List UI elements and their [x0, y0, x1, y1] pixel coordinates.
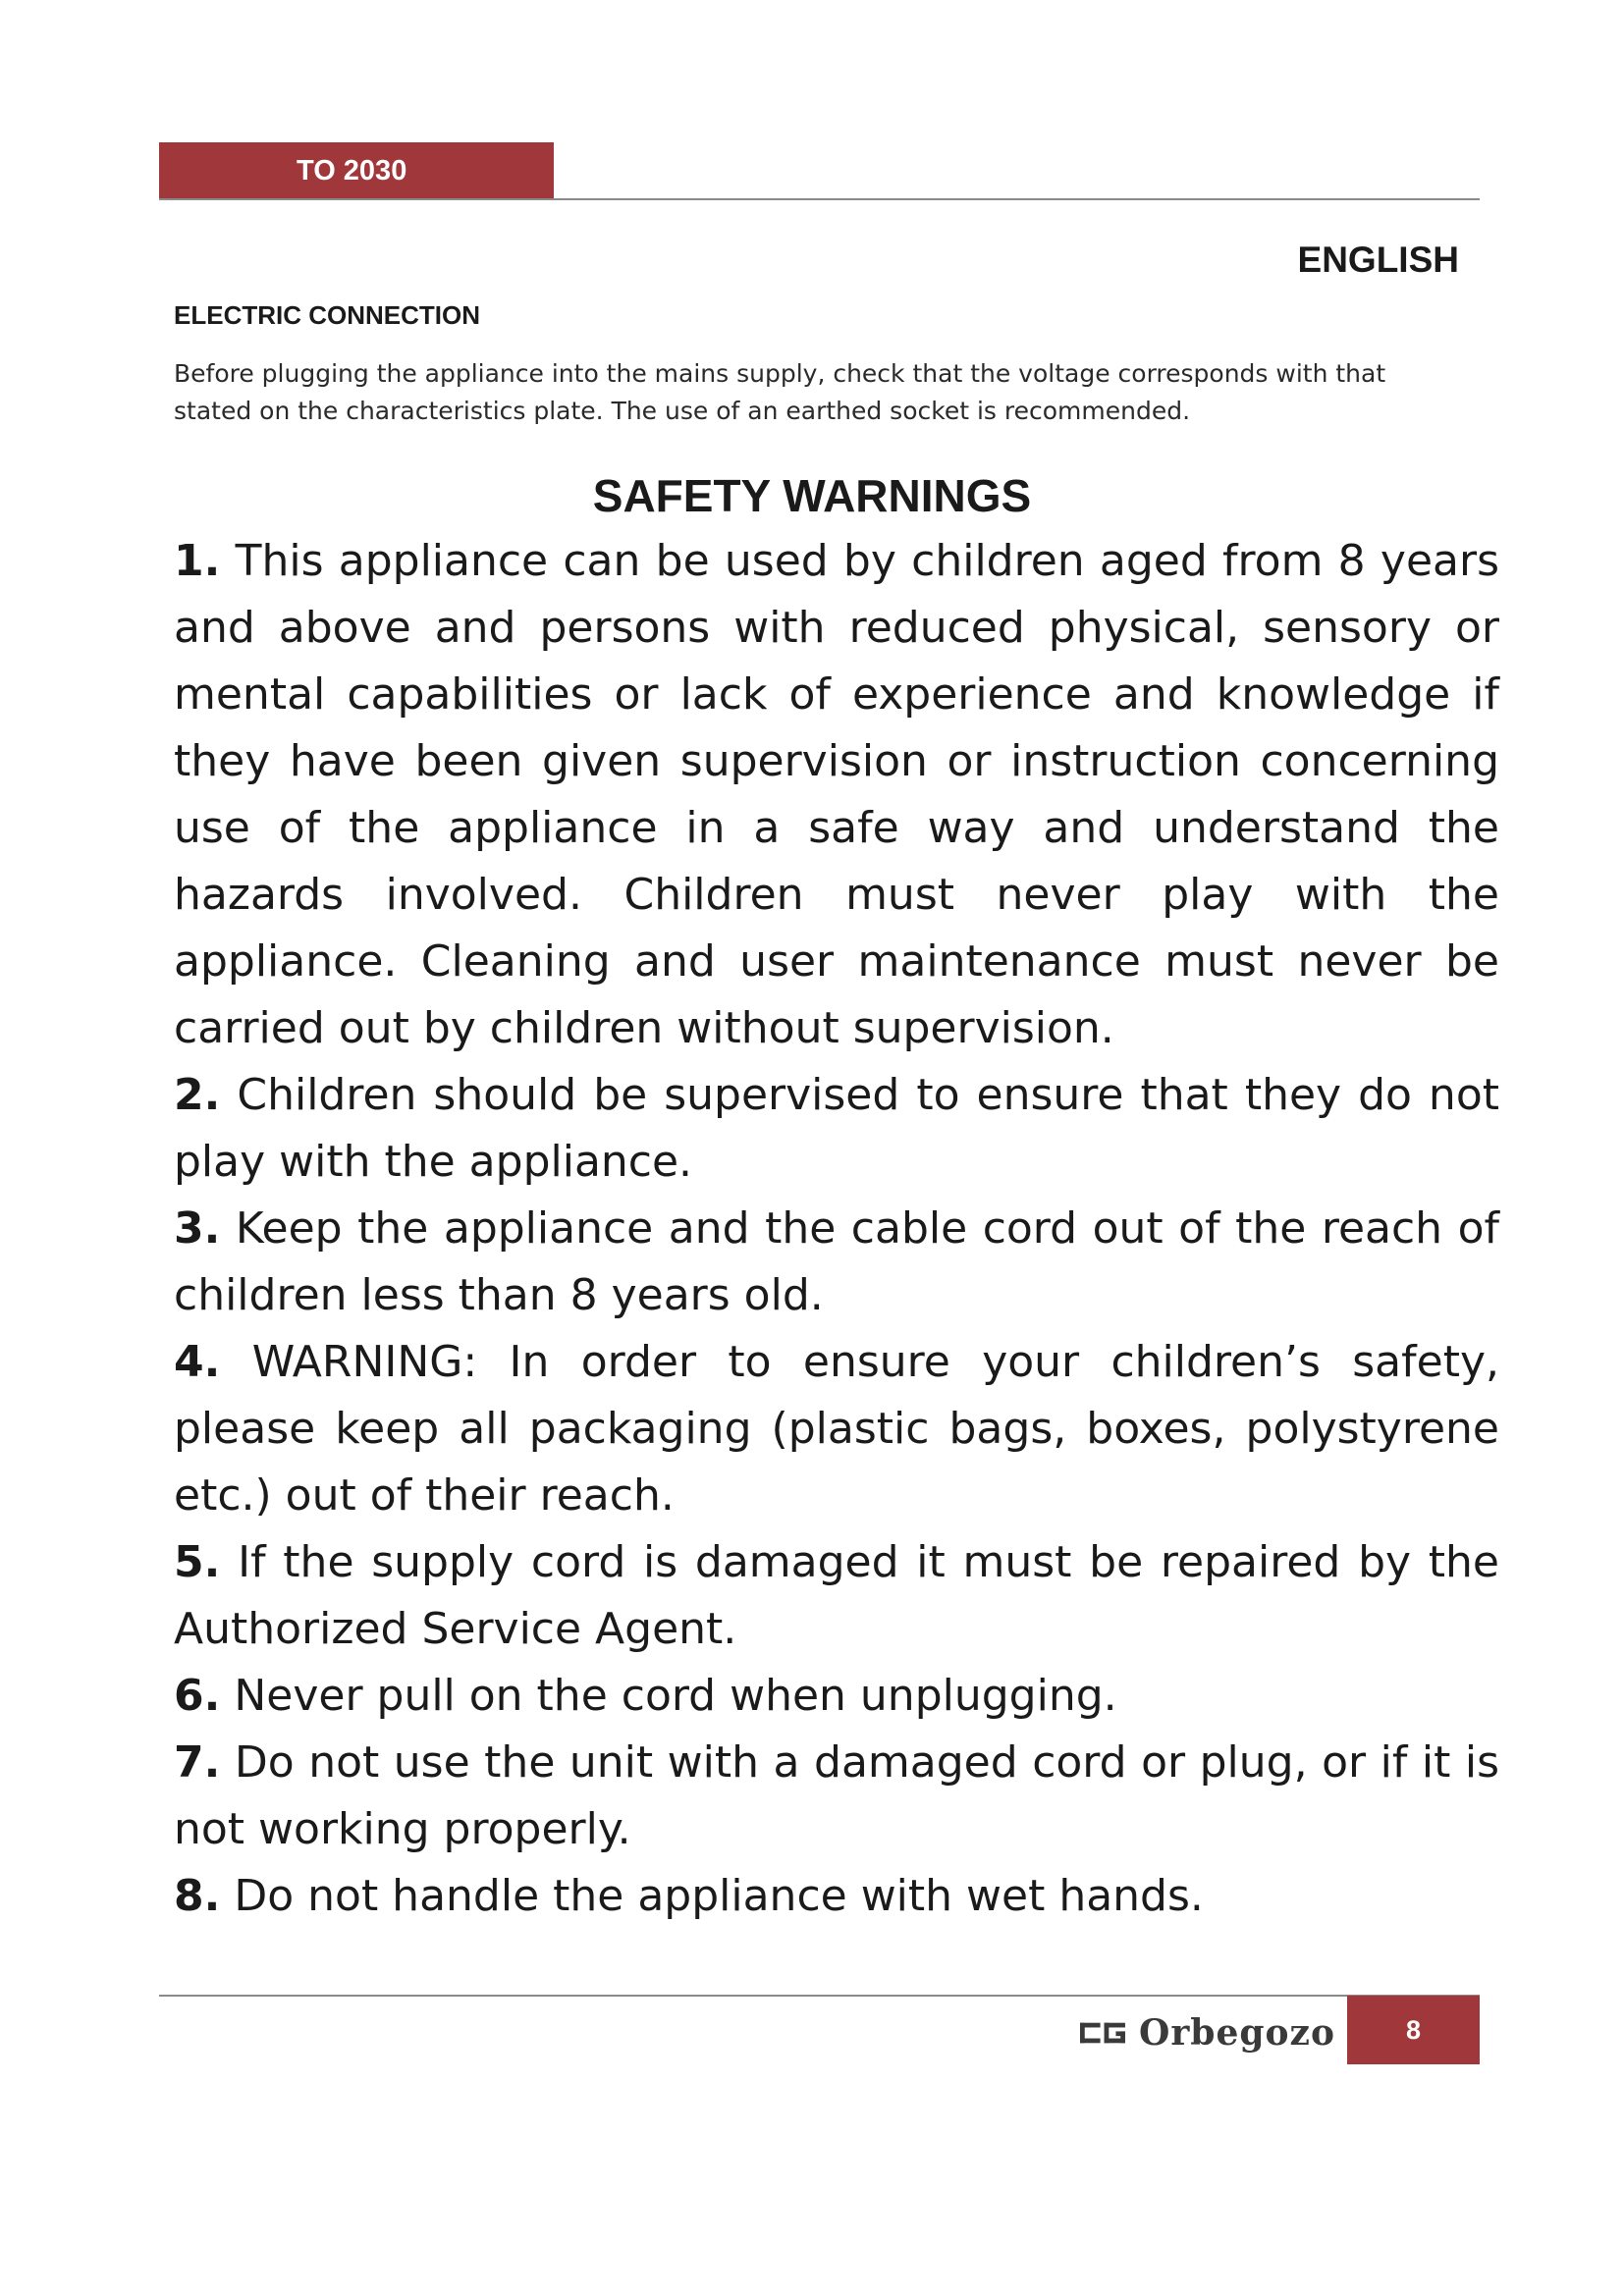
warning-number: 4.	[174, 1337, 221, 1387]
page-number: 8	[1347, 1996, 1480, 2064]
electric-connection-text: Before plugging the appliance into the mains supply, check that the voltage corresponds with that stated on the characteristics plate. The use of an earthed socket is recommended.	[174, 359, 1386, 425]
warning-text: If the supply cord is damaged it must be repaired by the Authorized Service Agent.	[174, 1537, 1499, 1654]
cg-logo-icon	[1080, 2018, 1125, 2048]
warning-item	[174, 1863, 1499, 1930]
brand-name: Orbegozo	[1138, 2012, 1335, 2054]
electric-connection-heading: ELECTRIC CONNECTION	[174, 300, 480, 330]
model-label: TO 2030	[297, 155, 407, 187]
header-divider	[159, 198, 1480, 200]
warning-item	[174, 1529, 1499, 1663]
warning-item	[174, 1062, 1499, 1196]
warning-item	[174, 1730, 1499, 1863]
safety-warnings-list	[174, 528, 1499, 1930]
warning-text: This appliance can be used by children aged from 8 years and above and persons with reduced physical, sensory or mental capabilities or lack of experience and knowledge if they have been given supervision or instruction concerning use of the appliance in a safe way and understand the hazards involved. Children must never play with the appliance. Cleaning and user maintenance must never be carried out by children without supervision.	[174, 536, 1499, 1053]
warning-text: Keep the appliance and the cable cord out of the reach of children less than 8 years old.	[174, 1203, 1499, 1320]
warning-item	[174, 1329, 1499, 1529]
warning-number: 1.	[174, 536, 221, 586]
safety-warnings-title: SAFETY WARNINGS	[592, 470, 1032, 521]
warning-text: Children should be supervised to ensure that they do not play with the appliance.	[174, 1070, 1499, 1187]
warning-number: 6.	[174, 1671, 221, 1721]
warning-text: WARNING: In order to ensure your children’s safety, please keep all packaging (plastic bags, boxes, polystyrene etc.) out of their reach.	[174, 1337, 1499, 1521]
warning-number: 7.	[174, 1737, 221, 1788]
warning-number: 5.	[174, 1537, 221, 1587]
language-label: ENGLISH	[1297, 240, 1459, 280]
brand-logo	[1080, 2010, 1335, 2056]
warning-item	[174, 1663, 1499, 1730]
warning-text: Do not use the unit with a damaged cord or plug, or if it is not working properly.	[174, 1737, 1499, 1854]
warning-item	[174, 1196, 1499, 1329]
warning-item	[174, 528, 1499, 1062]
warning-number: 8.	[174, 1871, 221, 1921]
warning-text: Do not handle the appliance with wet hands.	[234, 1871, 1204, 1921]
warning-text: Never pull on the cord when unplugging.	[234, 1671, 1117, 1721]
warning-number: 3.	[174, 1203, 221, 1254]
footer-divider	[159, 1995, 1480, 1997]
model-tab	[159, 142, 554, 199]
warning-number: 2.	[174, 1070, 221, 1120]
